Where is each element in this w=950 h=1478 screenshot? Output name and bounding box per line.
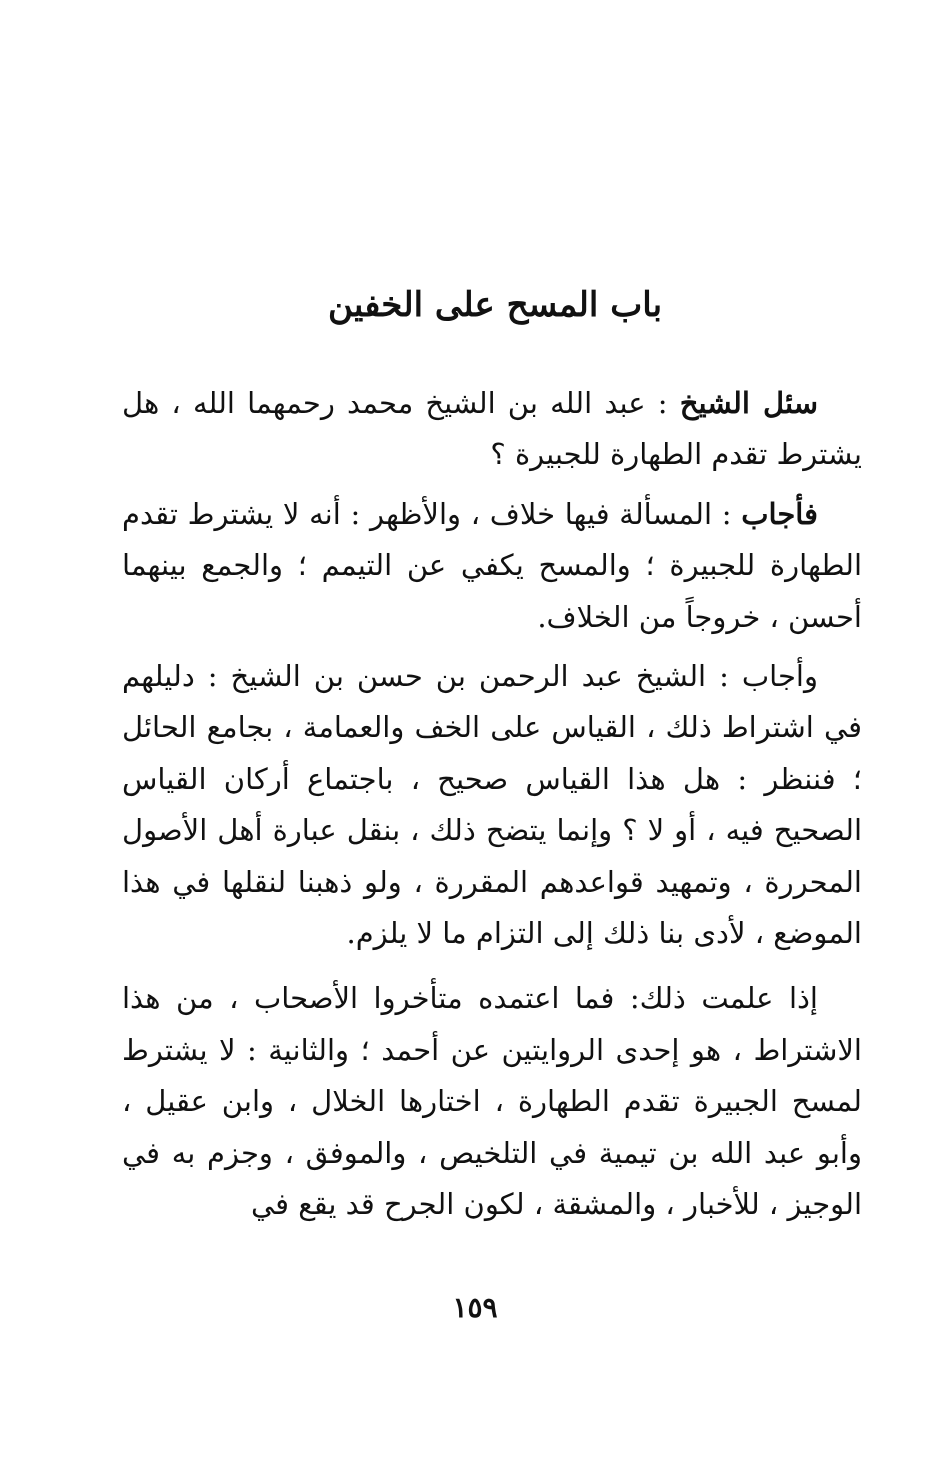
- paragraph-answer-2: [122, 651, 862, 959]
- page-number: ١٥٩: [452, 1291, 498, 1324]
- chapter-title: باب المسح على الخفين: [327, 285, 663, 325]
- paragraph-lead: سئل الشيخ: [679, 386, 819, 420]
- paragraph-text: : عبد الله بن الشيخ محمد رحمهما الله ، هل يشترط تقدم الطهارة للجبيرة ؟: [122, 386, 862, 472]
- paragraph-lead: فأجاب: [741, 496, 818, 531]
- paragraph-answer-1: [122, 489, 862, 643]
- paragraph-text: إذا علمت ذلك: فما اعتمده متأخروا الأصحاب ، من هذا الاشتراط ، هو إحدى الروايتين عن أحمد ؛ والثانية : لا يشترط لمسح الجبيرة تقدم الطهارة ، اختارها الخلال ، وابن عقيل ، وأبو عبد الله بن تيمية في التلخيص ، والموفق ، وجزم به في الوجيز ، للأخبار ، والمشقة ، لكون الجرح قد يقع في: [122, 981, 862, 1222]
- paragraph-text: : المسألة فيها خلاف ، والأظهر : أنه لا يشترط تقدم الطهارة للجبيرة ؛ والمسح يكفي عن التيمم ؛ والجمع بينهما أحسن ، خروجاً من الخلاف.: [122, 496, 862, 634]
- paragraph-text: وأجاب : الشيخ عبد الرحمن بن حسن بن الشيخ : دليلهم في اشتراط ذلك ، القياس على الخف والعمامة ، بجامع الحائل ؛ فننظر : هل هذا القياس صحيح ، باجتماع أركان القياس الصحيح فيه ، أو لا ؟ وإنما يتضح ذلك ، بنقل عبارة أهل الأصول المحررة ، وتمهيد قواعدهم المقررة ، ولو ذهبنا لنقلها في هذا الموضع ، لأدى بنا ذلك إلى التزام ما لا يلزم.: [122, 659, 862, 951]
- paragraph-question: [122, 378, 862, 481]
- paragraph-conclusion: [122, 973, 862, 1230]
- body-text: [122, 378, 862, 1231]
